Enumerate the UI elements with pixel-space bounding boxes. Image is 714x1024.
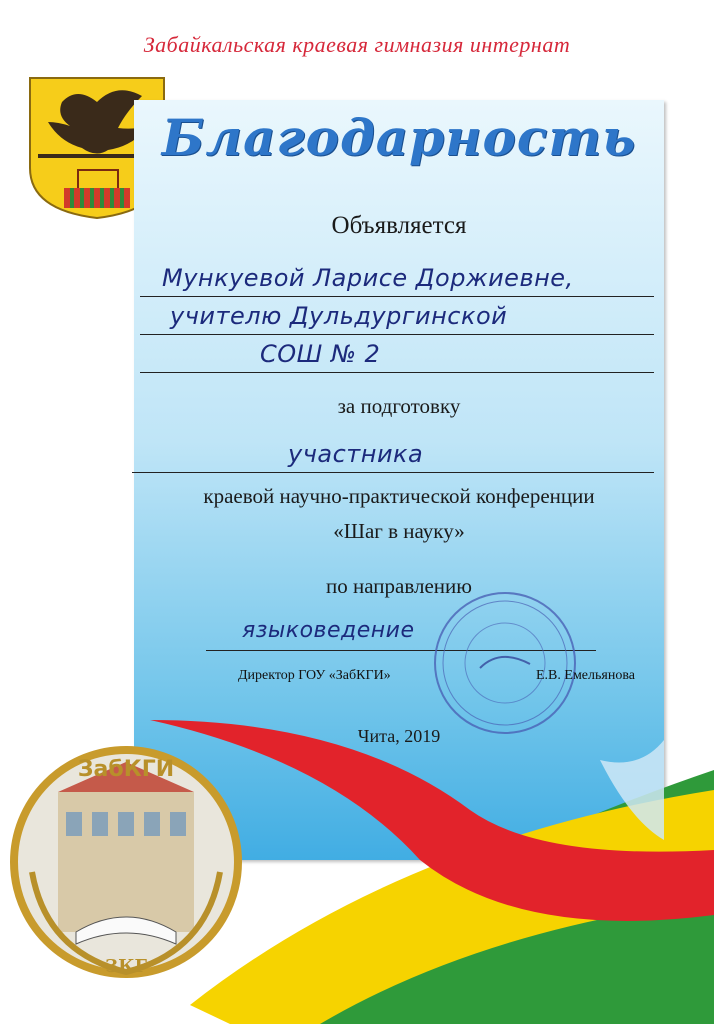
recipient-school-text: СОШ № 2 — [260, 340, 381, 368]
role-line — [132, 472, 654, 473]
emblem-logo-text: ЗабКГИ — [77, 757, 175, 782]
recipient-line-2 — [140, 334, 654, 335]
for-label: за подготовку — [337, 394, 461, 418]
official-stamp-icon — [430, 588, 580, 738]
emblem-monogram-text: ЗКГ — [105, 956, 147, 977]
city-year: Чита, 2019 — [357, 726, 441, 746]
recipient-line-1 — [140, 296, 654, 297]
institution-header: Забайкальская краевая гимназия интернат — [143, 32, 571, 57]
recipient-position-text: учителю Дульдургинской — [170, 302, 508, 330]
role-text: участника — [288, 440, 424, 468]
conference-name: «Шаг в науку» — [333, 519, 465, 543]
conference-label: краевой научно-практической конференции — [203, 484, 595, 508]
announcement-label: Объявляется — [331, 212, 467, 239]
direction-label: по направлению — [326, 574, 472, 598]
direction-text: языковедение — [242, 618, 415, 643]
school-emblem-icon — [6, 722, 246, 1002]
director-name: Е.В. Емельянова — [536, 668, 635, 683]
recipient-name-text: Мункуевой Ларисе Доржиевне, — [162, 264, 574, 292]
director-label: Директор ГОУ «ЗабКГИ» — [238, 668, 391, 683]
certificate-title: Благодарность — [161, 108, 637, 167]
recipient-line-3 — [140, 372, 654, 373]
